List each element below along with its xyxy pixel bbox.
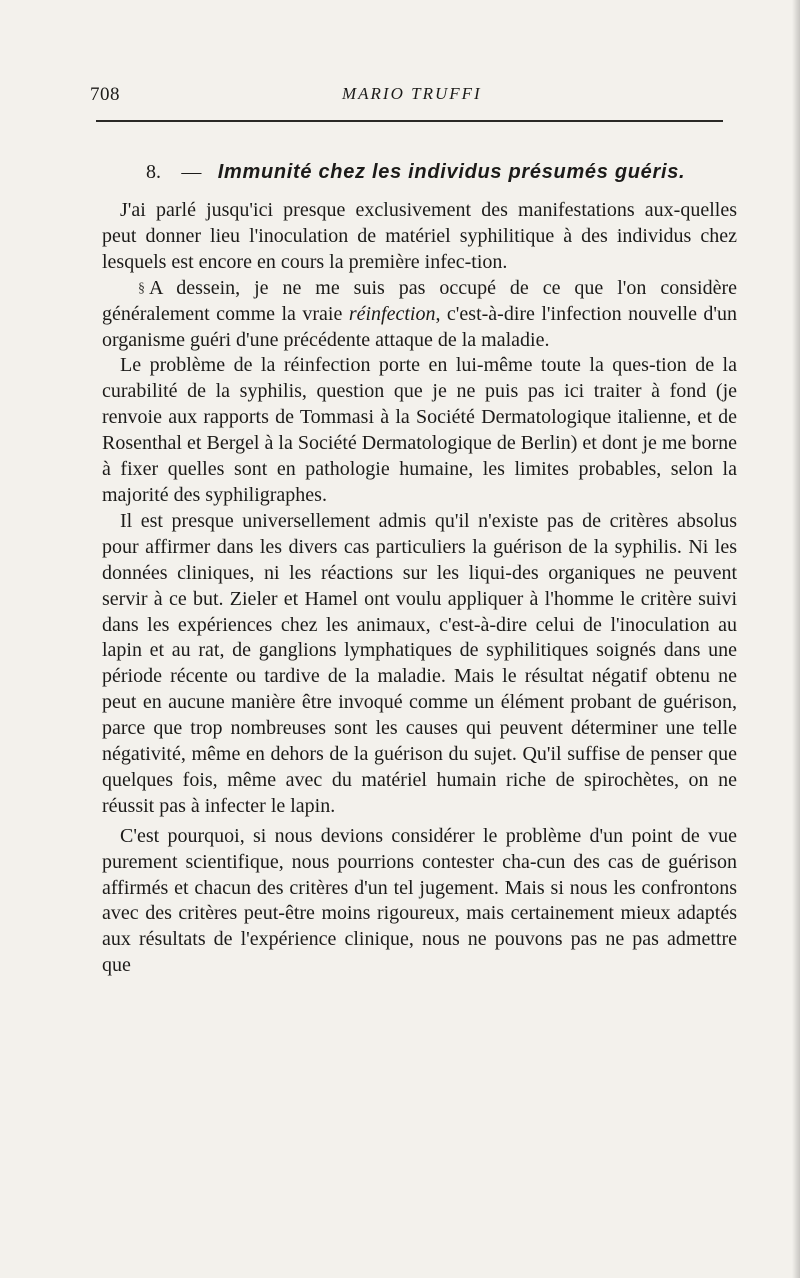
paragraph-4: Il est presque universellement admis qu'il n'existe pas de critères absolus pour affirmer dans les divers cas particuliers la guérison de la syphilis. Ni les données cliniques, ni les réactions sur les liqui-des organiques ne peuvent servir à ce but. Zieler et Hamel ont voulu appliquer à l'homme le critère suivi dans les expériences chez les animaux, c'est-à-dire celui de l'inoculation au lapin et au rat, de ganglions lymphatiques de syphilitiques soignés dans une période récente ou tardive de la maladie. Mais le résultat négatif obtenu ne peut en aucune manière être invoqué comme un élément probant de guérison, parce que trop nombreuses sont les causes qui peuvent déterminer une telle négativité, même en dehors de la guérison du sujet. Qu'il suffise de penser que quelques fois, même avec du matériel humain riche de spirochètes, on ne réussit pas à infecter le lapin. bbox=[102, 509, 737, 817]
running-title: MARIO TRUFFI bbox=[342, 84, 482, 103]
paragraph-2-text-b: , c'est-à-dire l'infection nouvelle d'un organisme guéri d'une précédente attaque de la maladie. bbox=[102, 302, 737, 351]
section-title: Immunité chez les individus présumés guéris. bbox=[217, 161, 686, 183]
header-rule bbox=[96, 120, 723, 122]
margin-mark-icon: § bbox=[138, 280, 145, 296]
paragraph-5: C'est pourquoi, si nous devions considérer le problème d'un point de vue purement scientifique, nous pourrions contester cha-cun des cas de guérison affirmés et chacun des critères d'un tel jugement. Mais si nous les confrontons avec des critères peut-être moins rigoureux, mais certainement mieux adaptés aux résultats de l'expérience clinique, nous ne pouvons pas ne pas admettre que bbox=[102, 824, 737, 977]
page-edge-shadow bbox=[792, 0, 800, 1278]
section-heading bbox=[146, 159, 685, 184]
body-text bbox=[102, 198, 737, 979]
running-header bbox=[90, 84, 726, 110]
paragraph-2-text-a: A dessein, je ne me suis pas occupé de ce que l'on considère généralement comme la vraie bbox=[102, 276, 737, 325]
paragraph-2 bbox=[102, 276, 737, 354]
paragraph-2-italic: réinfection bbox=[348, 302, 436, 325]
page-number: 708 bbox=[90, 84, 120, 105]
section-number: 8. bbox=[146, 161, 161, 183]
section-dash: — bbox=[181, 161, 202, 183]
paragraph-1: J'ai parlé jusqu'ici presque exclusivement des manifestations aux-quelles peut donner lieu l'inoculation de matériel syphilitique à des individus chez lesquels est encore en cours la première infec-tion. bbox=[102, 199, 737, 273]
paragraph-3: Le problème de la réinfection porte en lui-même toute la ques-tion de la curabilité de la syphilis, question que je ne puis pas ici traiter à fond (je renvoie aux rapports de Tommasi à la Société Dermatologique italienne, et de Rosenthal et Bergel à la Société Dermatologique de Berlin) et dont je me borne à fixer quelles sont en pathologie humaine, les limites probables, selon la majorité des syphiligraphes. bbox=[102, 354, 737, 506]
